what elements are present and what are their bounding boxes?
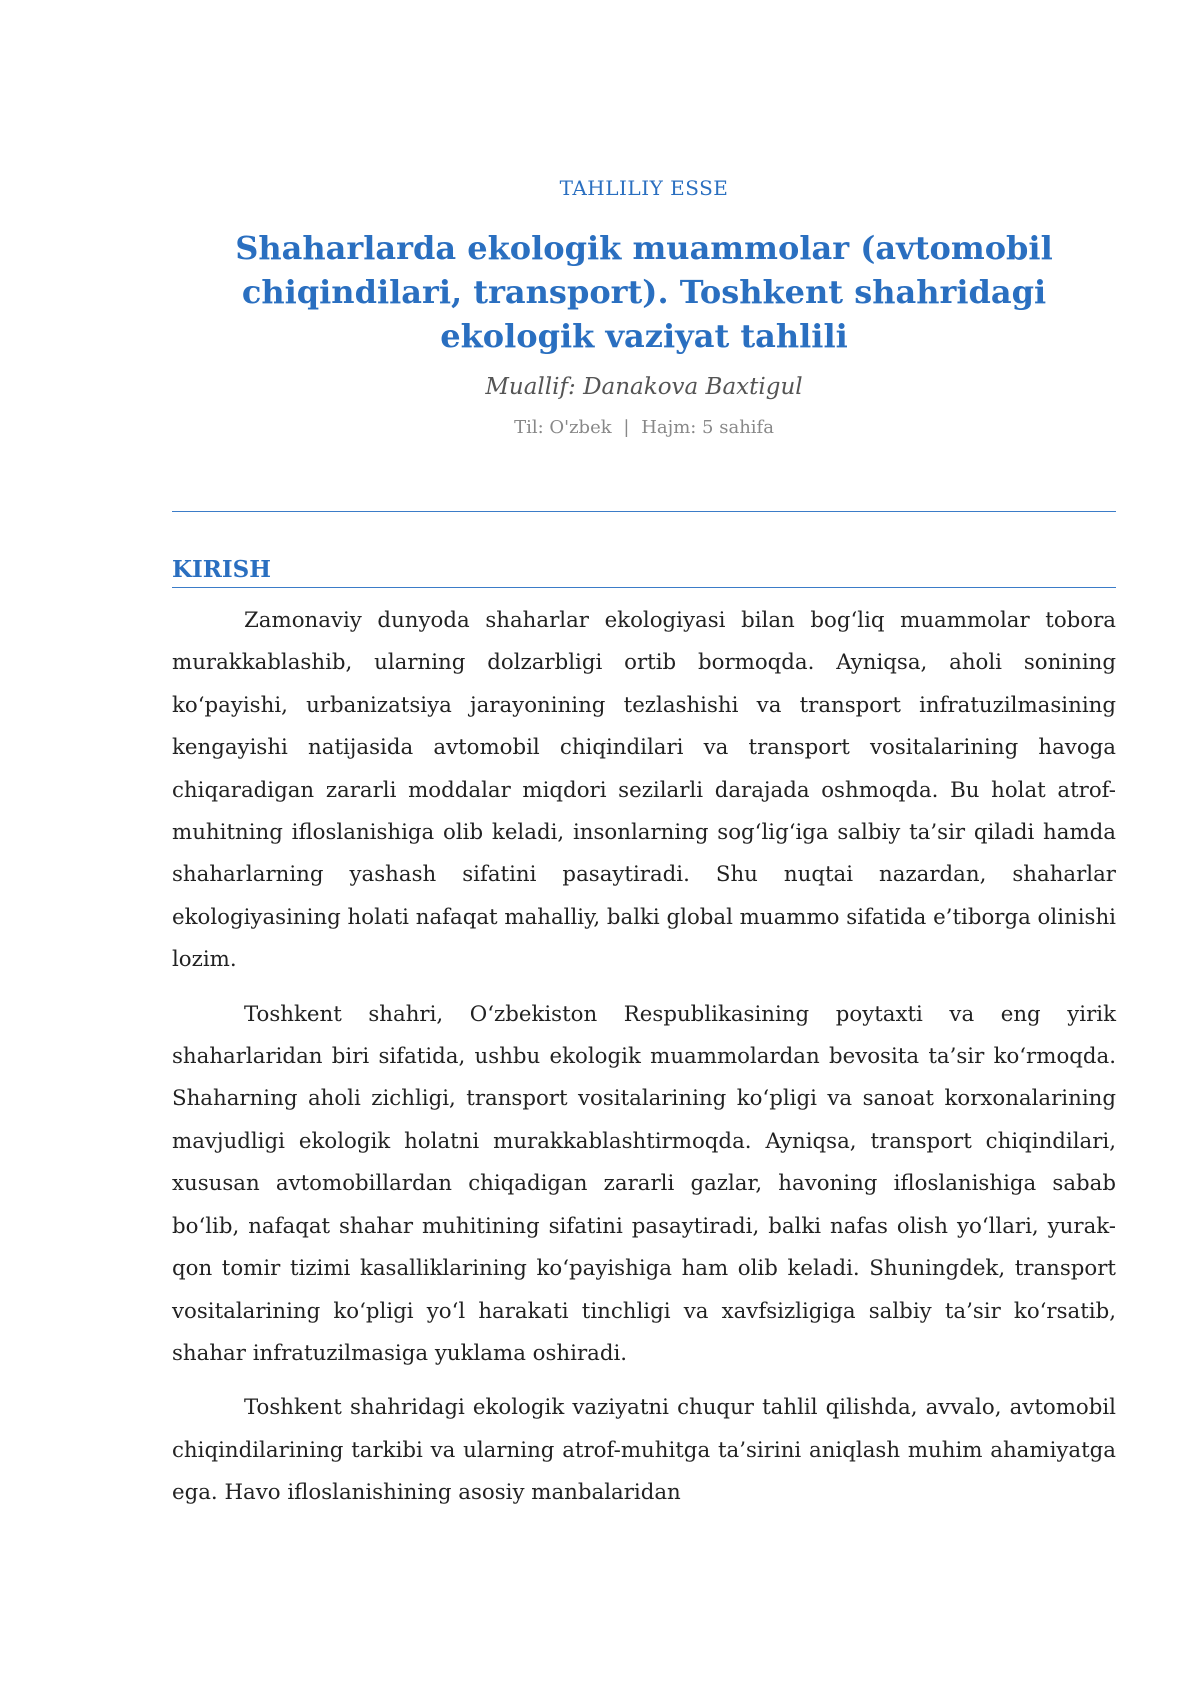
document-kicker: TAHLILIY ESSE xyxy=(559,176,729,200)
paragraph-3: Toshkent shahridagi ekologik vaziyatni chuqur tahlil qilishda, avvalo, avtomobil chiqindilarining tarkibi va ularning atrof-muhitga ta’sirini aniqlash muhim ahamiyatga ega. Havo ifloslanishining asosiy manbalaridan xyxy=(172,1395,1116,1506)
document-meta xyxy=(172,417,1116,438)
title-divider xyxy=(172,511,1116,512)
meta-language: Til: O'zbek xyxy=(514,417,612,438)
meta-volume: Hajm: 5 sahifa xyxy=(641,417,774,438)
document-title: Shaharlarda ekologik muammolar (avtomobil chiqindilari, transport). Toshkent shahridagi ekologik vaziyat tahlili xyxy=(235,229,1053,355)
section-body xyxy=(172,600,1116,1527)
document-author: Muallif: Danakova Baxtigul xyxy=(485,374,803,400)
section-heading: KIRISH xyxy=(172,556,1116,588)
meta-separator: | xyxy=(623,417,630,438)
paragraph-1: Zamonaviy dunyoda shaharlar ekologiyasi bilan bog‘liq muammolar tobora murakkablashib, ularning dolzarbligi ortib bormoqda. Ayniqsa, aholi sonining ko‘payishi, urbanizatsiya jarayonining tezlashishi va transport infratuzilmasining kengayishi natijasida avtomobil chiqindilari va transport vositalarining havoga chiqaradigan zararli moddalar miqdori sezilarli darajada oshmoqda. Bu holat atrof-muhitning ifloslanishiga olib keladi, insonlarning sog‘lig‘iga salbiy ta’sir qiladi hamda shaharlarning yashash sifatini pasaytiradi. Shu nuqtai nazardan, shaharlar ekologiyasining holati nafaqat mahalliy, balki global muammo sifatida e’tiborga olinishi lozim. xyxy=(172,608,1116,973)
paragraph-2: Toshkent shahri, O‘zbekiston Respublikasining poytaxti va eng yirik shaharlaridan biri sifatida, ushbu ekologik muammolardan bevosita ta’sir ko‘rmoqda. Shaharning aholi zichligi, transport vositalarining ko‘pligi va sanoat korxonalarining mavjudligi ekologik holatni murakkablashtirmoqda. Ayniqsa, transport chiqindilari, xususan avtomobillardan chiqadigan zararli gazlar, havoning ifloslanishiga sabab bo‘lib, nafaqat shahar muhitining sifatini pasaytiradi, balki nafas olish yo‘llari, yurak-qon tomir tizimi kasalliklarining ko‘payishiga ham olib keladi. Shuningdek, transport vositalarining ko‘pligi yo‘l harakati tinchligi va xavfsizligiga salbiy ta’sir ko‘rsatib, shahar infratuzilmasiga yuklama oshiradi. xyxy=(172,1001,1116,1366)
